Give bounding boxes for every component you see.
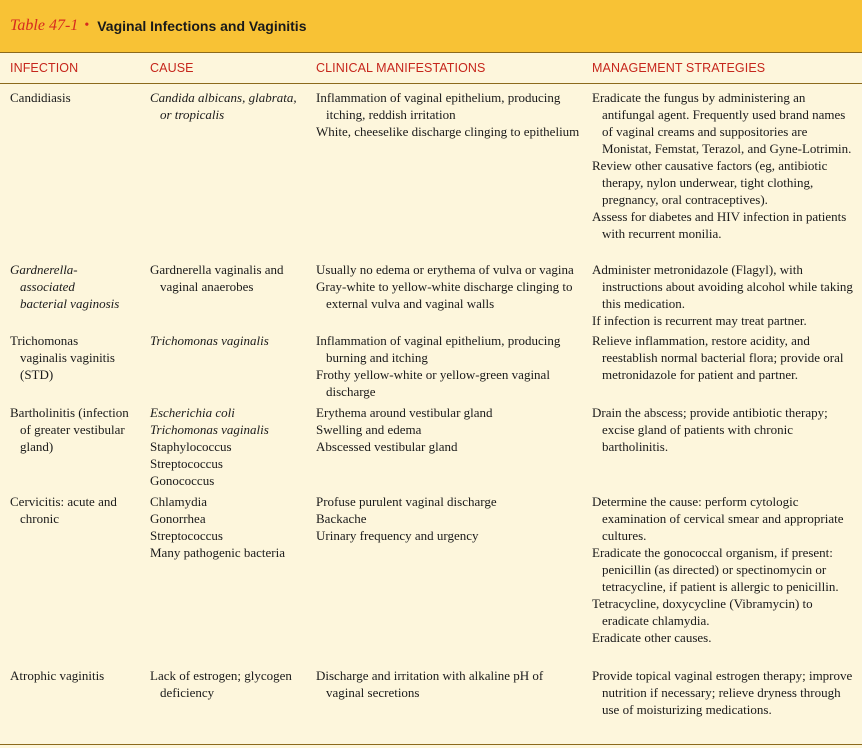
row-atrophic-cause bbox=[150, 667, 302, 701]
clinical-text: Profuse purulent vaginal discharge bbox=[316, 494, 497, 509]
management-text: Relieve inflammation, restore acidity, and reestablish normal bacterial flora; provide oral metronidazole for patient and partner. bbox=[592, 333, 844, 382]
cause-text: Lack of estrogen; glycogen deficiency bbox=[150, 668, 292, 700]
row-candidiasis-management bbox=[592, 89, 854, 242]
row-bartholinitis-management bbox=[592, 404, 854, 455]
cause-text: Many pathogenic bacteria bbox=[150, 545, 285, 560]
cause-text: Trichomonas vaginalis bbox=[150, 333, 269, 348]
row-candidiasis-infection bbox=[10, 89, 145, 106]
infection-text: Bartholinitis (infection of greater vestibular gland) bbox=[10, 405, 129, 454]
clinical-text: Gray-white to yellow-white discharge clinging to external vulva and vaginal walls bbox=[316, 279, 573, 311]
title-bullet: • bbox=[84, 18, 90, 33]
row-gardnerella-infection bbox=[10, 261, 125, 312]
row-atrophic-infection bbox=[10, 667, 145, 684]
management-text: Determine the cause: perform cytologic examination of cervical smear and appropriate cultures. bbox=[592, 494, 844, 543]
table-bottom-rule bbox=[0, 744, 862, 745]
cause-text: Chlamydia bbox=[150, 494, 208, 509]
header-clinical: CLINICAL MANIFESTATIONS bbox=[316, 61, 486, 75]
management-text: Drain the abscess; provide antibiotic therapy; excise gland of patients with chronic bartholinitis. bbox=[592, 405, 828, 454]
clinical-text: Discharge and irritation with alkaline pH of vaginal secretions bbox=[316, 668, 544, 700]
clinical-text: Backache bbox=[316, 511, 367, 526]
row-trichomonas-clinical bbox=[316, 332, 581, 400]
management-text: Eradicate the fungus by administering an antifungal agent. Frequently used brand names of vaginal creams and suppositories are Monistat, Femstat, Terazol, and Gyne-Lotrimin. bbox=[592, 90, 852, 156]
header-infection: INFECTION bbox=[10, 61, 79, 75]
clinical-text: Urinary frequency and urgency bbox=[316, 528, 479, 543]
infection-text: Trichomonas vaginalis vaginitis (STD) bbox=[10, 333, 115, 382]
clinical-text: Abscessed vestibular gland bbox=[316, 439, 458, 454]
row-trichomonas-cause bbox=[150, 332, 302, 349]
table-title-bar bbox=[0, 0, 862, 52]
infection-text: Candidiasis bbox=[10, 90, 71, 105]
row-gardnerella-management bbox=[592, 261, 854, 329]
clinical-text: White, cheeselike discharge clinging to epithelium bbox=[316, 124, 580, 139]
row-bartholinitis-infection bbox=[10, 404, 135, 455]
row-bartholinitis-cause bbox=[150, 404, 302, 489]
row-candidiasis-clinical bbox=[316, 89, 581, 140]
clinical-text: Frothy yellow-white or yellow-green vaginal discharge bbox=[316, 367, 550, 399]
row-atrophic-management bbox=[592, 667, 854, 718]
row-gardnerella-cause bbox=[150, 261, 302, 295]
row-gardnerella-clinical bbox=[316, 261, 581, 312]
management-text: Eradicate other causes. bbox=[592, 630, 712, 645]
cause-text: Gonorrhea bbox=[150, 511, 206, 526]
row-cervicitis-infection bbox=[10, 493, 140, 527]
infection-text: Gardnerella-associated bacterial vaginosis bbox=[10, 262, 120, 311]
row-trichomonas-infection bbox=[10, 332, 120, 383]
cause-text: Gonococcus bbox=[150, 473, 215, 488]
row-cervicitis-management bbox=[592, 493, 854, 646]
row-trichomonas-management bbox=[592, 332, 854, 383]
cause-text: Trichomonas vaginalis bbox=[150, 422, 269, 437]
management-text: Administer metronidazole (Flagyl), with instructions about avoiding alcohol while taking this medication. bbox=[592, 262, 853, 311]
cause-text: Streptococcus bbox=[150, 456, 223, 471]
infection-text: Atrophic vaginitis bbox=[10, 668, 105, 683]
table-title: Vaginal Infections and Vaginitis bbox=[97, 18, 307, 34]
row-atrophic-clinical bbox=[316, 667, 581, 701]
table-number: Table 47-1 bbox=[10, 17, 79, 34]
management-text: If infection is recurrent may treat partner. bbox=[592, 313, 807, 328]
management-text: Provide topical vaginal estrogen therapy; improve nutrition if necessary; relieve dryness through use of moisturizing medications. bbox=[592, 668, 853, 717]
row-bartholinitis-clinical bbox=[316, 404, 581, 455]
management-text: Eradicate the gonococcal organism, if present: penicillin (as directed) or spectinomycin or tetracycline, if patient is allergic to penicillin. bbox=[592, 545, 839, 594]
clinical-text: Usually no edema or erythema of vulva or vagina bbox=[316, 262, 574, 277]
management-text: Review other causative factors (eg, antibiotic therapy, nylon underwear, tight clothing, pregnancy, oral contraceptives). bbox=[592, 158, 828, 207]
cause-text: Gardnerella vaginalis and vaginal anaerobes bbox=[150, 262, 284, 294]
cause-text: Streptococcus bbox=[150, 528, 223, 543]
clinical-text: Inflammation of vaginal epithelium, producing burning and itching bbox=[316, 333, 561, 365]
cause-text: Escherichia coli bbox=[150, 405, 235, 420]
clinical-text: Erythema around vestibular gland bbox=[316, 405, 493, 420]
clinical-text: Swelling and edema bbox=[316, 422, 422, 437]
table-header-row bbox=[0, 52, 862, 84]
management-text: Assess for diabetes and HIV infection in patients with recurrent monilia. bbox=[592, 209, 847, 241]
management-text: Tetracycline, doxycycline (Vibramycin) to eradicate chlamydia. bbox=[592, 596, 813, 628]
clinical-text: Inflammation of vaginal epithelium, producing itching, reddish irritation bbox=[316, 90, 561, 122]
header-cause: CAUSE bbox=[150, 61, 194, 75]
infection-text: Cervicitis: acute and chronic bbox=[10, 494, 117, 526]
cause-text: Staphylococcus bbox=[150, 439, 232, 454]
row-cervicitis-cause bbox=[150, 493, 302, 561]
row-candidiasis-cause bbox=[150, 89, 302, 123]
cause-text: Candida albicans, glabrata, or tropicalis bbox=[150, 90, 297, 122]
header-management: MANAGEMENT STRATEGIES bbox=[592, 61, 766, 75]
row-cervicitis-clinical bbox=[316, 493, 581, 544]
